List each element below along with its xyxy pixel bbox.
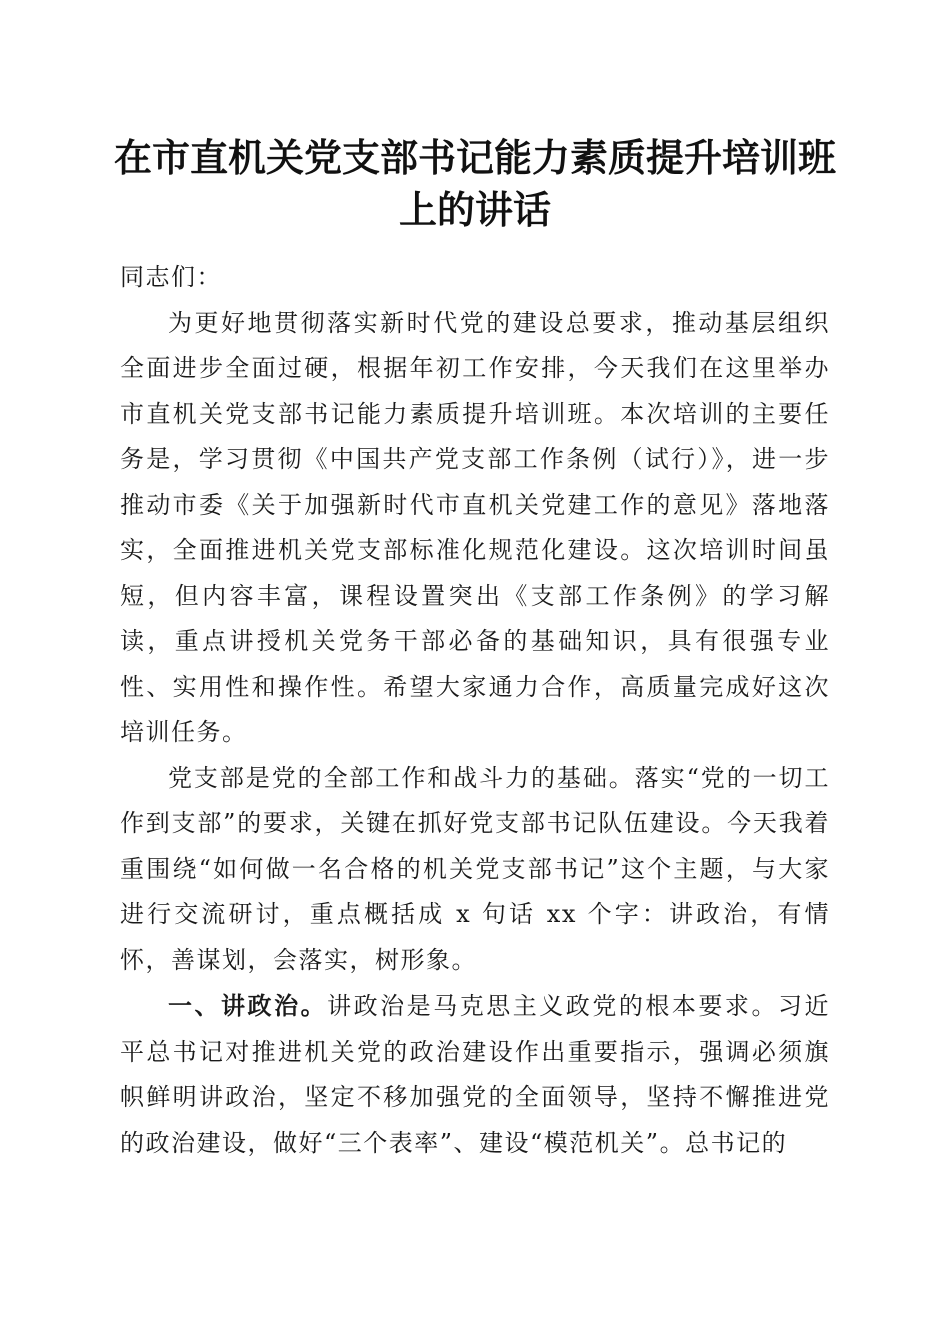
- section-one-heading: 一、讲政治。: [168, 991, 328, 1020]
- paragraph-section-one: [120, 983, 830, 1166]
- paragraph-theme-text: 党支部是党的全部工作和战斗力的基础。落实“党的一切工作到支部”的要求，关键在抓好党支部书记队伍建设。今天我着重围绕“如何做一名合格的机关党支部书记”这个主题，与大家进行交流研讨，重点概括成 x 句话 xx 个字：讲政治，有情怀，善谋划，会落实，树形象。: [120, 763, 830, 974]
- paragraph-intro-text: 为更好地贯彻落实新时代党的建设总要求，推动基层组织全面进步全面过硬，根据年初工作安排，今天我们在这里举办市直机关党支部书记能力素质提升培训班。本次培训的主要任务是，学习贯彻《中国共产党支部工作条例（试行）》，进一步推动市委《关于加强新时代市直机关党建工作的意见》落地落实，全面推进机关党支部标准化规范化建设。这次培训时间虽短，但内容丰富，课程设置突出《支部工作条例》的学习解读，重点讲授机关党务干部必备的基础知识，具有很强专业性、实用性和操作性。希望大家通力合作，高质量完成好这次培训任务。: [120, 308, 830, 746]
- document-body: [120, 255, 830, 1166]
- document-title: 在市直机关党支部书记能力素质提升培训班上的讲话: [113, 135, 836, 232]
- section-one-text: 讲政治是马克思主义政党的根本要求。习近平总书记对推进机关党的政治建设作出重要指示，强调必须旗帜鲜明讲政治，坚定不移加强党的全面领导，坚持不懈推进党的政治建设，做好“三个表率”、建设“模范机关”。总书记的: [120, 992, 830, 1157]
- paragraph-intro: [120, 301, 830, 756]
- salutation: 同志们：: [120, 263, 222, 291]
- paragraph-theme: [120, 756, 830, 984]
